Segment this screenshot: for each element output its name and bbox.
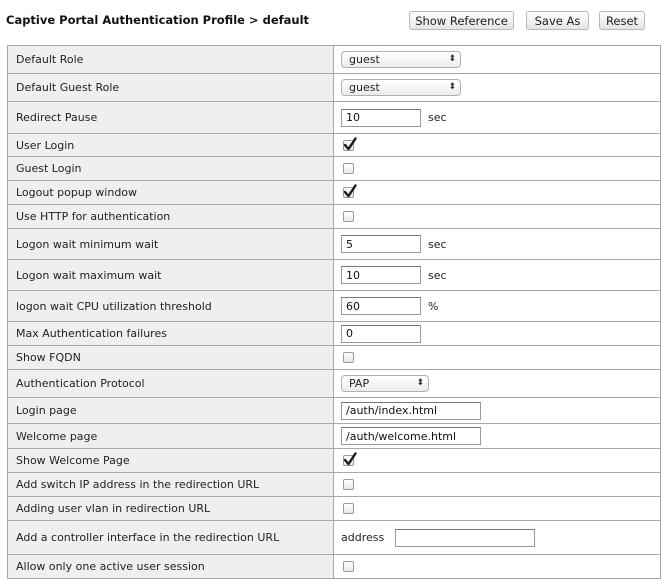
- setting-label: Allow only one active user session: [8, 555, 334, 579]
- setting-label: Guest Login: [8, 157, 334, 181]
- show-fqdn-checkbox[interactable]: [343, 352, 354, 363]
- setting-label: Default Guest Role: [8, 74, 334, 102]
- setting-row-add-user-vlan-in-url: [8, 497, 661, 521]
- setting-value: [334, 449, 661, 473]
- user-login-checkbox[interactable]: [343, 140, 354, 151]
- setting-row-authentication-protocol: [8, 370, 661, 398]
- setting-value: [334, 424, 661, 449]
- show-welcome-page-checkbox[interactable]: [343, 455, 354, 466]
- setting-value: [334, 398, 661, 424]
- setting-row-logon-wait-max: [8, 260, 661, 291]
- setting-label: Max Authentication failures: [8, 322, 334, 346]
- show-reference-button[interactable]: Show Reference: [409, 11, 514, 30]
- logon-wait-max-input[interactable]: [341, 266, 421, 284]
- profile-settings-table: [7, 45, 661, 579]
- logon-wait-cpu-threshold-input[interactable]: [341, 297, 421, 315]
- setting-value: [334, 157, 661, 181]
- single-active-session-checkbox[interactable]: [343, 561, 354, 572]
- redirect-pause-input[interactable]: [341, 109, 421, 127]
- setting-row-controller-interface-address: [8, 521, 661, 555]
- unit-label: sec: [428, 111, 447, 124]
- setting-value: [334, 346, 661, 370]
- authentication-protocol-select[interactable]: [341, 375, 429, 392]
- field-prefix: address: [341, 531, 385, 544]
- default-guest-role-select[interactable]: [341, 79, 461, 96]
- setting-label: Login page: [8, 398, 334, 424]
- setting-row-guest-login: [8, 157, 661, 181]
- logout-popup-window-checkbox[interactable]: [343, 187, 354, 198]
- setting-label: Show Welcome Page: [8, 449, 334, 473]
- setting-value: [334, 322, 661, 346]
- unit-label: sec: [428, 268, 447, 282]
- setting-value: [334, 229, 661, 260]
- setting-label: Redirect Pause: [8, 102, 334, 134]
- setting-label: Show FQDN: [8, 346, 334, 370]
- setting-label: Welcome page: [8, 424, 334, 449]
- guest-login-checkbox[interactable]: [343, 163, 354, 174]
- setting-row-login-page: [8, 398, 661, 424]
- setting-label: User Login: [8, 134, 334, 157]
- setting-value: [334, 473, 661, 497]
- setting-value: [334, 74, 661, 102]
- setting-label: Logon wait maximum wait: [8, 260, 334, 291]
- setting-label: Adding user vlan in redirection URL: [8, 497, 334, 521]
- setting-row-logon-wait-min: [8, 229, 661, 260]
- add-user-vlan-in-url-checkbox[interactable]: [343, 503, 354, 514]
- setting-value: [334, 205, 661, 229]
- logon-wait-min-input[interactable]: [341, 235, 421, 253]
- setting-row-logout-popup-window: [8, 181, 661, 205]
- max-auth-failures-input[interactable]: [341, 325, 421, 343]
- setting-value: [334, 260, 661, 291]
- setting-row-show-fqdn: [8, 346, 661, 370]
- setting-value: [334, 555, 661, 579]
- setting-row-single-active-session: [8, 555, 661, 579]
- reset-button[interactable]: Reset: [599, 11, 645, 30]
- setting-label: Use HTTP for authentication: [8, 205, 334, 229]
- default-role-select[interactable]: [341, 51, 461, 68]
- setting-value: [334, 181, 661, 205]
- setting-value: [334, 291, 661, 322]
- setting-value: [334, 497, 661, 521]
- setting-row-logon-wait-cpu-threshold: [8, 291, 661, 322]
- setting-row-add-switch-ip-in-url: [8, 473, 661, 497]
- unit-label: %: [428, 299, 439, 313]
- setting-value: [334, 134, 661, 157]
- setting-row-default-guest-role: [8, 74, 661, 102]
- add-switch-ip-in-url-checkbox[interactable]: [343, 479, 354, 490]
- select-value: guest: [349, 53, 380, 66]
- setting-row-welcome-page: [8, 424, 661, 449]
- setting-row-user-login: [8, 134, 661, 157]
- setting-row-redirect-pause: [8, 102, 661, 134]
- setting-label: Add a controller interface in the redirection URL: [8, 521, 334, 555]
- save-as-button[interactable]: Save As: [526, 11, 589, 30]
- setting-value: [334, 102, 661, 134]
- setting-label: Logout popup window: [8, 181, 334, 205]
- login-page-input[interactable]: [341, 402, 481, 420]
- setting-row-show-welcome-page: [8, 449, 661, 473]
- setting-label: Add switch IP address in the redirection URL: [8, 473, 334, 497]
- setting-value: [334, 521, 661, 555]
- setting-value: [334, 46, 661, 74]
- setting-label: logon wait CPU utilization threshold: [8, 291, 334, 322]
- unit-label: sec: [428, 237, 447, 251]
- welcome-page-input[interactable]: [341, 427, 481, 445]
- profile-header: [0, 0, 663, 42]
- setting-row-max-auth-failures: [8, 322, 661, 346]
- use-http-authentication-checkbox[interactable]: [343, 211, 354, 222]
- setting-label: Logon wait minimum wait: [8, 229, 334, 260]
- setting-label: Authentication Protocol: [8, 370, 334, 398]
- controller-interface-address-input[interactable]: [395, 529, 535, 547]
- setting-label: Default Role: [8, 46, 334, 74]
- setting-value: [334, 370, 661, 398]
- select-value: guest: [349, 81, 380, 94]
- setting-row-default-role: [8, 46, 661, 74]
- page-title: Captive Portal Authentication Profile > default: [6, 13, 310, 27]
- select-value: PAP: [349, 377, 370, 390]
- setting-row-use-http-authentication: [8, 205, 661, 229]
